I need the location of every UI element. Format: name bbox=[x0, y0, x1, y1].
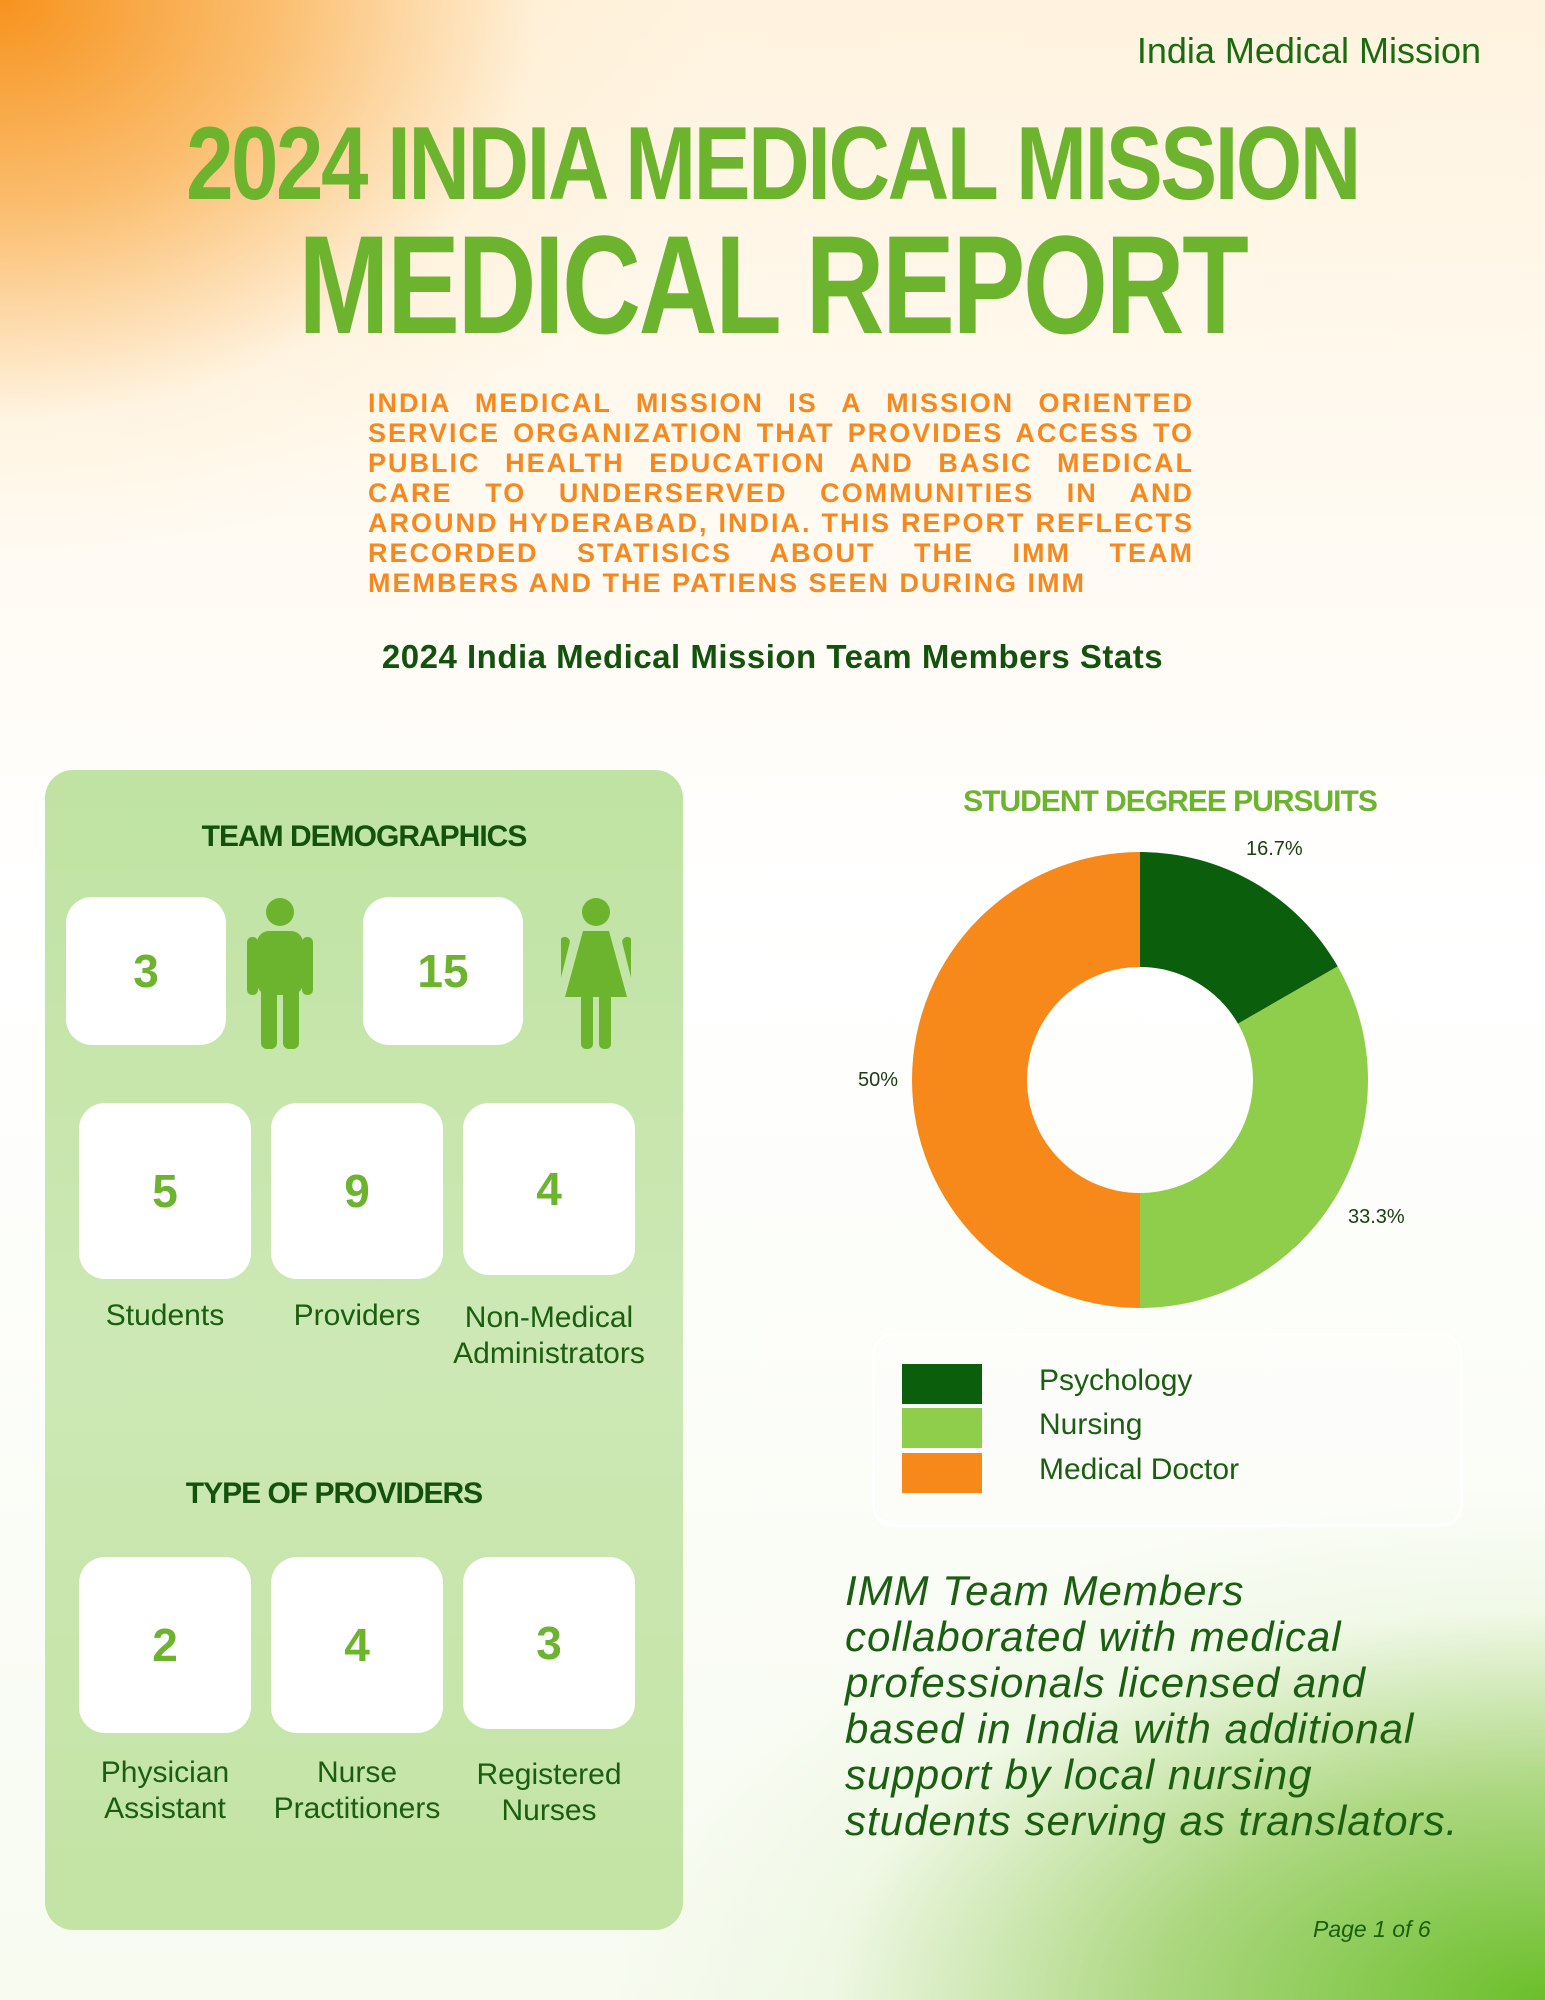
org-name: India Medical Mission bbox=[1136, 30, 1481, 71]
students-count: 5 bbox=[152, 1165, 178, 1217]
admins-count: 4 bbox=[536, 1163, 562, 1215]
male-person-icon bbox=[247, 897, 313, 1049]
legend-label-psychology: Psychology bbox=[1039, 1364, 1193, 1397]
pct-label-medical-doctor: 50% bbox=[858, 1069, 899, 1091]
admins-count-box bbox=[463, 1103, 635, 1275]
female-count: 15 bbox=[417, 945, 469, 997]
legend-swatch-medical-doctor bbox=[902, 1453, 982, 1493]
degree-donut-chart bbox=[900, 840, 1380, 1320]
pct-label-nursing: 33.3% bbox=[1348, 1206, 1405, 1228]
stats-heading: 2024 India Medical Mission Team Members Stats bbox=[381, 638, 1164, 675]
team-stats-panel bbox=[45, 770, 683, 1930]
page-number: Page 1 of 6 bbox=[1313, 1916, 1431, 1942]
np-count: 4 bbox=[344, 1619, 370, 1671]
rn-count: 3 bbox=[536, 1617, 562, 1669]
pct-label-psychology: 16.7% bbox=[1246, 838, 1303, 860]
rn-count-box bbox=[463, 1557, 635, 1729]
donut-slice-medical-doctor bbox=[912, 852, 1140, 1308]
legend-swatch-nursing bbox=[902, 1408, 982, 1448]
pa-count: 2 bbox=[152, 1619, 178, 1671]
type-of-providers-heading: TYPE OF PROVIDERS bbox=[185, 1477, 483, 1510]
female-count-box bbox=[363, 897, 523, 1045]
admins-label: Non-Medical Administrators bbox=[453, 1301, 645, 1370]
students-label: Students bbox=[105, 1299, 225, 1332]
providers-count: 9 bbox=[344, 1165, 370, 1217]
report-title-line1: 2024 INDIA MEDICAL MISSION bbox=[186, 106, 1359, 222]
students-count-box bbox=[79, 1103, 251, 1279]
legend-label-medical-doctor: Medical Doctor bbox=[1039, 1453, 1240, 1486]
rn-label: Registered Nurses bbox=[476, 1758, 622, 1827]
providers-label: Providers bbox=[293, 1299, 421, 1332]
male-count: 3 bbox=[133, 945, 159, 997]
female-person-icon bbox=[561, 897, 631, 1049]
donut-slice-nursing bbox=[1140, 966, 1368, 1308]
intro-paragraph: INDIA MEDICAL MISSION IS A MISSION ORIENTED SERVICE ORGANIZATION THAT PROVIDES ACCESS TO PUBLIC HEALTH EDUCATION AND BASIC MEDICAL CARE TO UNDERSERVED COMMUNITIES IN AND AROUND HYDERABAD, INDIA. THIS REPORT REFLECTS RECORDED STATISICS ABOUT THE IMM TEAM MEMBERS AND THE PATIENS SEEN DURING IMM bbox=[368, 388, 1194, 598]
team-demographics-heading: TEAM DEMOGRAPHICS bbox=[201, 820, 527, 853]
providers-count-box bbox=[271, 1103, 443, 1279]
pa-count-box bbox=[79, 1557, 251, 1733]
male-count-box bbox=[66, 897, 226, 1045]
np-count-box bbox=[271, 1557, 443, 1733]
pa-label: Physician Assistant bbox=[100, 1756, 230, 1825]
report-title-line2: MEDICAL REPORT bbox=[298, 206, 1247, 363]
legend-swatch-psychology bbox=[902, 1364, 982, 1404]
chart-title: STUDENT DEGREE PURSUITS bbox=[963, 785, 1377, 818]
np-label: Nurse Practitioners bbox=[273, 1756, 441, 1825]
collaboration-note: IMM Team Members collaborated with medical professionals licensed and based in India with additional support by local nursing students serving as translators. bbox=[845, 1567, 1459, 1844]
legend-label-nursing: Nursing bbox=[1039, 1408, 1143, 1441]
